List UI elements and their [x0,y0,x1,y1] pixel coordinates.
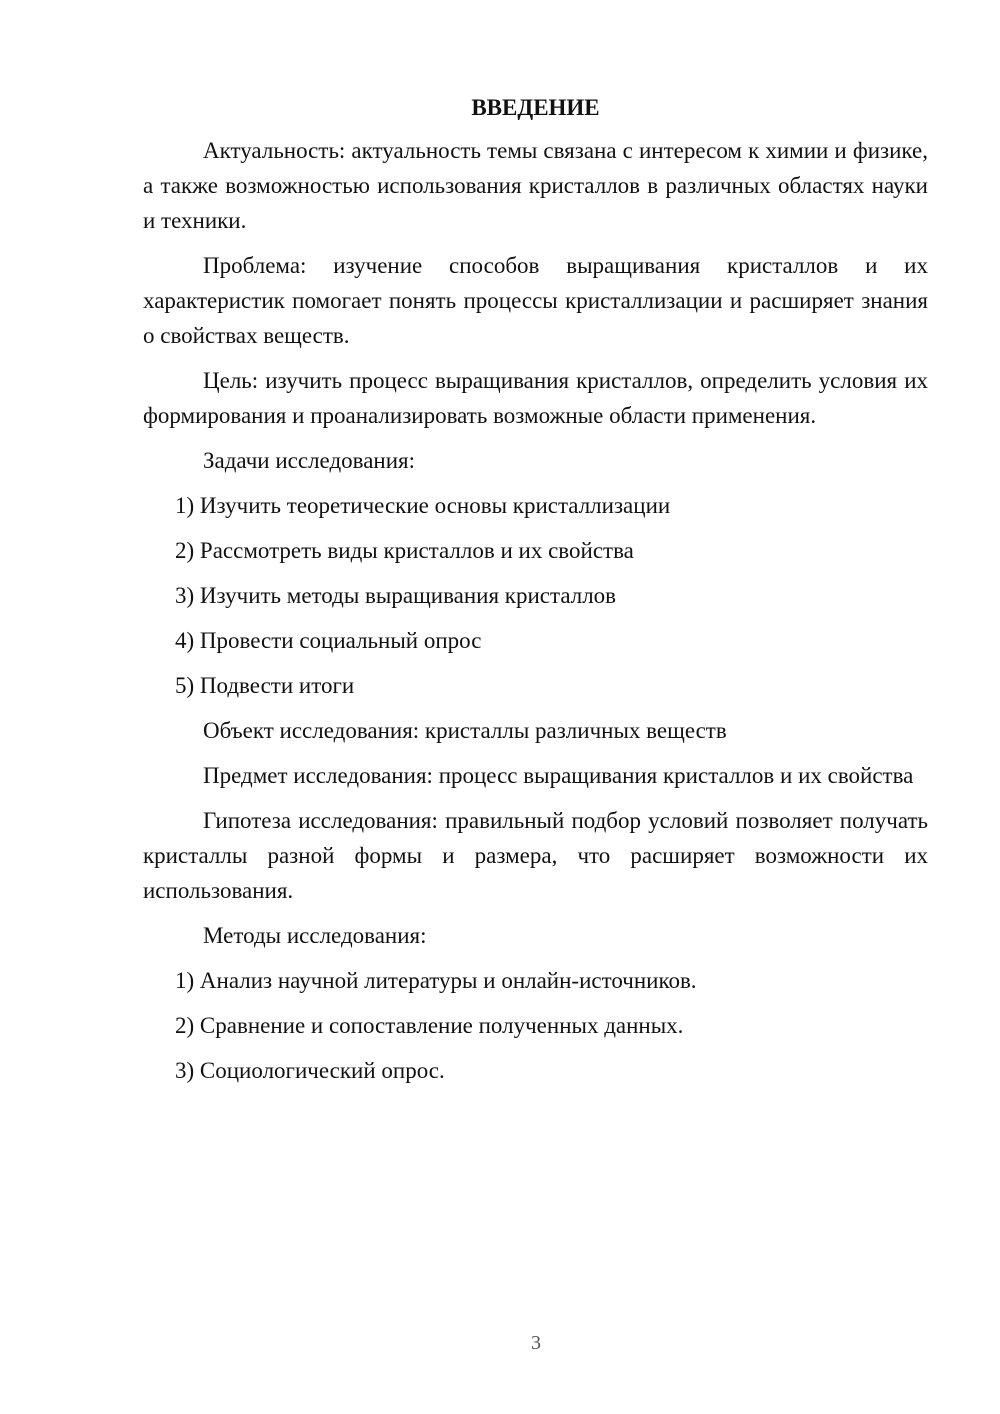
paragraph-hypothesis: Гипотеза исследования: правильный подбор условий позволяет получать кристаллы разной формы и размера, что расширяет возможности их использования. [143,808,928,903]
methods-list [143,963,928,1088]
paragraph-problem: Проблема: изучение способов выращивания кристаллов и их характеристик помогает понять процессы кристаллизации и расширяет знания о свойствах веществ. [143,253,928,348]
tasks-heading: Задачи исследования: [203,448,416,473]
tasks-list [143,488,928,703]
methods-heading: Методы исследования: [203,923,427,948]
list-item-task-2: 2) Рассмотреть виды кристаллов и их свойства [175,538,634,563]
list-item-task-3: 3) Изучить методы выращивания кристаллов [175,583,617,608]
list-item-task-1: 1) Изучить теоретические основы кристаллизации [175,493,671,518]
page-number: 3 [531,1332,541,1354]
document-body [143,90,928,1098]
paragraph-relevance: Актуальность: актуальность темы связана с интересом к химии и физике, а также возможностью использования кристаллов в различных областях науки и техники. [143,138,928,233]
paragraph-goal: Цель: изучить процесс выращивания кристаллов, определить условия их формирования и проанализировать возможные области применения. [143,368,928,428]
list-item-method-2: 2) Сравнение и сопоставление полученных данных. [175,1013,684,1038]
page-title: ВВЕДЕНИЕ [471,95,600,120]
list-item-method-1: 1) Анализ научной литературы и онлайн-источников. [175,968,697,993]
list-item-method-3: 3) Социологический опрос. [175,1058,445,1083]
list-item-task-5: 5) Подвести итоги [175,673,355,698]
list-item-task-4: 4) Провести социальный опрос [175,628,482,653]
paragraph-subject: Предмет исследования: процесс выращивания кристаллов и их свойства [203,763,914,788]
paragraph-object: Объект исследования: кристаллы различных веществ [203,718,727,743]
